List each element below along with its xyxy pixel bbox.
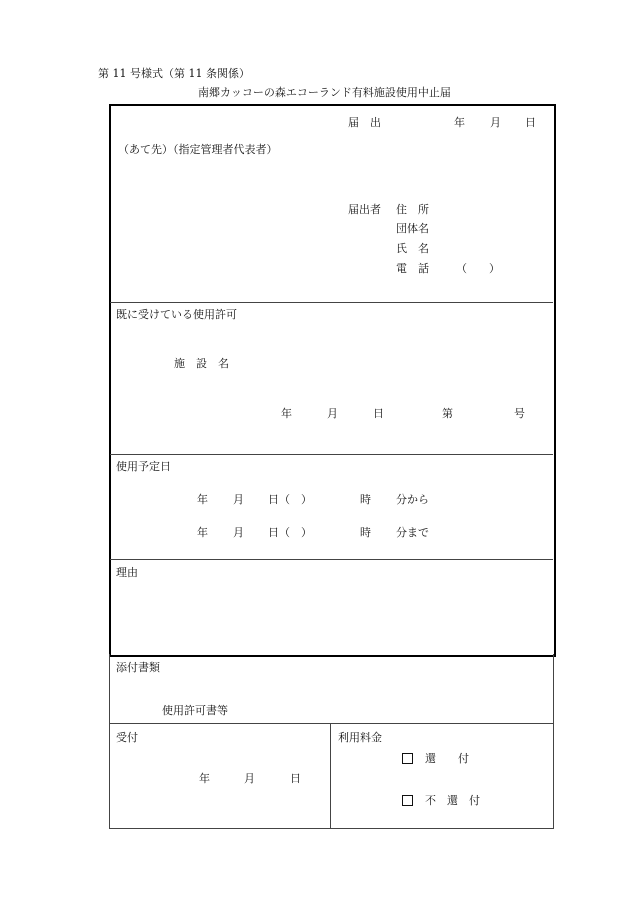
group-label: 団体名 (396, 222, 429, 235)
end-month: 月 (233, 526, 244, 539)
addressee: （あて先）（指定管理者代表者） (118, 143, 278, 156)
phone-label: 電 話 (396, 262, 429, 275)
facility-label: 施 設 名 (174, 357, 229, 370)
permit-no-suffix: 号 (514, 407, 525, 420)
refund-checkbox[interactable] (402, 753, 413, 765)
permit-heading: 既に受けている使用許可 (116, 308, 237, 321)
receipt-month: 月 (244, 772, 255, 785)
start-hour: 時 (360, 493, 371, 506)
attachments-heading: 添付書類 (116, 661, 160, 674)
schedule-heading: 使用予定日 (116, 460, 171, 473)
permit-no-prefix: 第 (442, 407, 453, 420)
divider-receipt-fee (330, 723, 331, 828)
fee-heading: 利用料金 (338, 731, 382, 744)
submit-month: 月 (490, 116, 501, 129)
refund-label: 還 付 (425, 752, 469, 765)
form-number: 第 11 号様式（第 11 条関係） (98, 67, 250, 80)
end-to: 分まで (396, 526, 429, 539)
end-hour: 時 (360, 526, 371, 539)
permit-year: 年 (281, 407, 292, 420)
main-form-frame (109, 104, 556, 657)
no-refund-checkbox[interactable] (402, 795, 413, 807)
end-day-weekday: 日（ ） (268, 526, 312, 539)
divider-permit-schedule (110, 454, 553, 455)
start-month: 月 (233, 493, 244, 506)
start-day-weekday: 日（ ） (268, 493, 312, 506)
start-year: 年 (197, 493, 208, 506)
receipt-heading: 受付 (116, 731, 138, 744)
permit-day: 日 (373, 407, 384, 420)
divider-attach-receipt (109, 723, 553, 724)
applicant-label: 届出者 (348, 203, 381, 216)
divider-notice-permit (110, 302, 553, 303)
name-label: 氏 名 (396, 242, 429, 255)
phone-parens: （ ） (456, 262, 500, 275)
attachment-item: 使用許可書等 (162, 704, 228, 717)
submit-label: 届 出 (348, 116, 381, 129)
address-label: 住 所 (396, 203, 429, 216)
receipt-day: 日 (290, 772, 301, 785)
office-use-frame (109, 654, 554, 829)
no-refund-label: 不 還 付 (425, 794, 480, 807)
permit-month: 月 (327, 407, 338, 420)
submit-year: 年 (454, 116, 465, 129)
reason-heading: 理由 (116, 566, 138, 579)
receipt-year: 年 (199, 772, 210, 785)
divider-schedule-reason (110, 559, 553, 560)
form-title: 南郷カッコーの森エコーランド有料施設使用中止届 (198, 86, 451, 99)
start-from: 分から (396, 493, 429, 506)
submit-day: 日 (525, 116, 536, 129)
end-year: 年 (197, 526, 208, 539)
